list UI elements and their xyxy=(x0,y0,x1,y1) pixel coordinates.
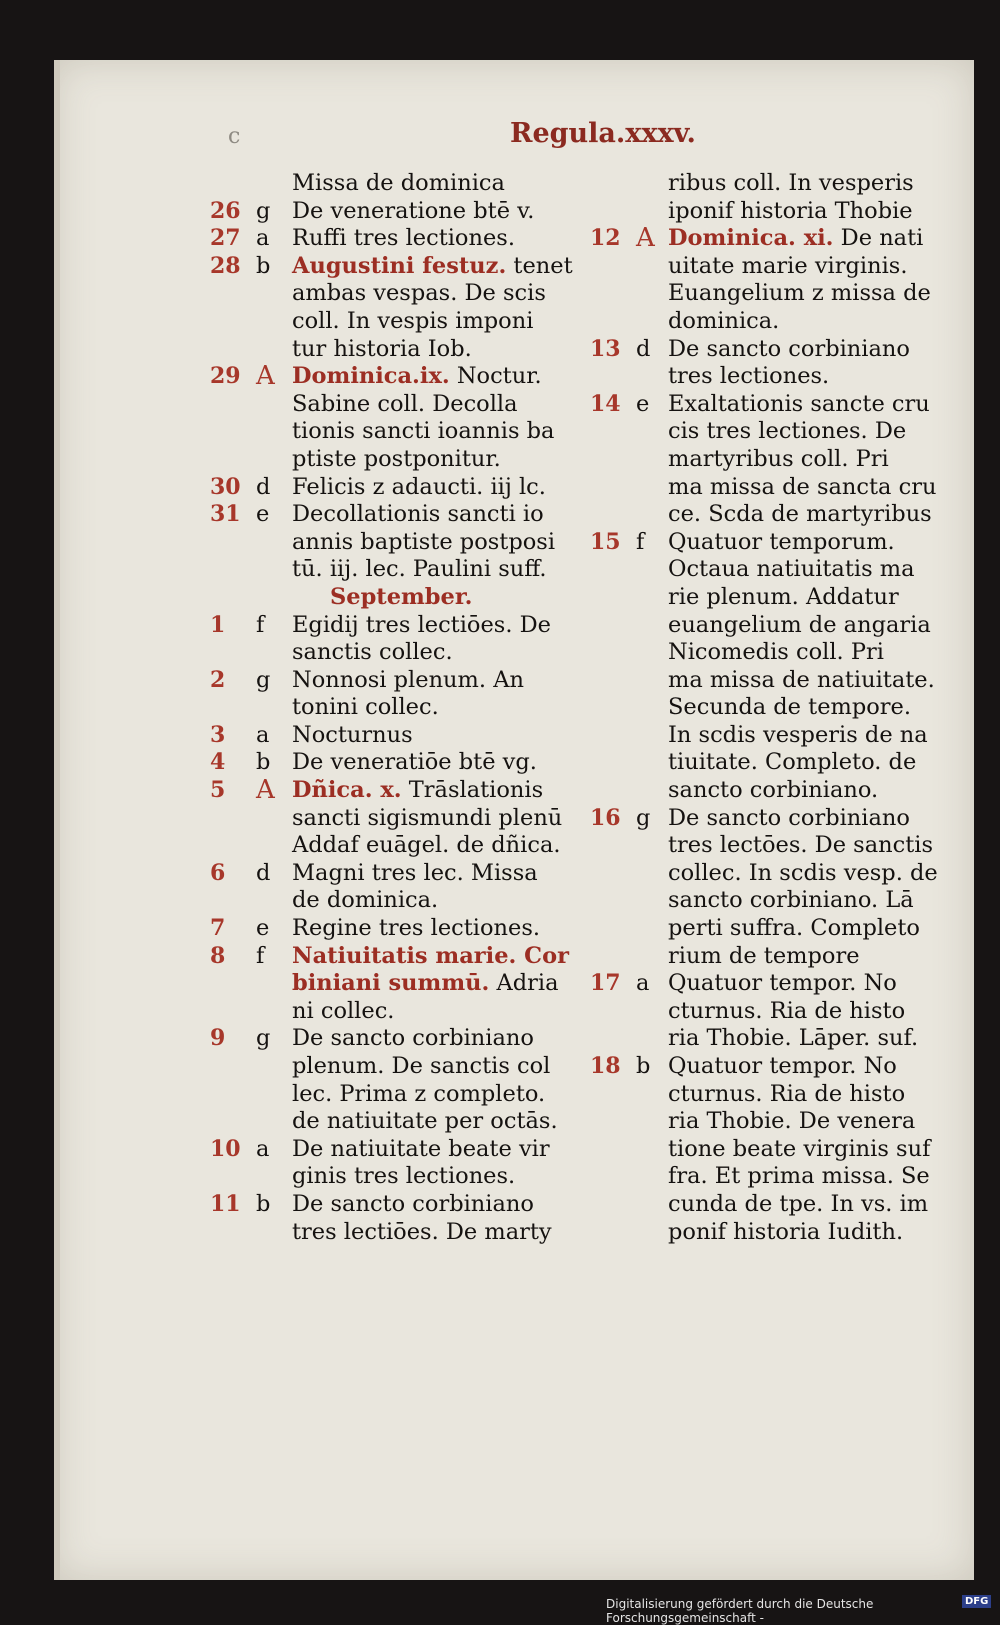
entry-text xyxy=(292,474,546,502)
calendar-line xyxy=(590,446,930,474)
calendar-line xyxy=(210,170,550,198)
rubric-text: Dñica. x. xyxy=(292,777,402,804)
page-gutter-edge xyxy=(54,60,60,1580)
day-number: 15 xyxy=(590,528,621,555)
entry-text xyxy=(668,253,907,281)
calendar-line xyxy=(590,612,930,640)
body-text: De natiuitate beate vir xyxy=(292,1135,550,1162)
calendar-line xyxy=(210,308,550,336)
entry-text xyxy=(292,446,501,474)
body-text: ma missa de natiuitate. xyxy=(668,666,935,693)
day-number: 14 xyxy=(590,390,621,417)
calendar-line xyxy=(590,805,930,833)
body-text: rium de tempore xyxy=(668,942,860,969)
dominical-letter: A xyxy=(636,223,655,254)
entry-text xyxy=(668,832,933,860)
calendar-line xyxy=(590,694,930,722)
calendar-line xyxy=(210,1163,550,1191)
body-text: dominica. xyxy=(668,307,780,334)
entry-text xyxy=(668,1191,928,1219)
entry-text xyxy=(668,1163,930,1191)
body-text: sancto corbiniano. xyxy=(668,777,879,804)
entry-text xyxy=(292,308,533,336)
body-text: cunda de tpe. In vs. im xyxy=(668,1190,929,1217)
calendar-line xyxy=(590,859,938,888)
entry-text xyxy=(668,943,860,971)
body-text: tres lectiones. xyxy=(668,363,830,390)
entry-text xyxy=(292,556,547,584)
day-number: 12 xyxy=(590,225,621,252)
day-number: 5 xyxy=(210,777,226,804)
body-text: Sabine coll. Decolla xyxy=(292,390,518,417)
entry-text xyxy=(330,584,472,612)
entry-text xyxy=(668,1053,897,1081)
body-text: Trāslationis xyxy=(401,777,544,804)
calendar-line xyxy=(590,832,934,860)
body-text: tū. iij. lec. Paulini suff. xyxy=(292,556,547,583)
calendar-line xyxy=(210,887,550,915)
body-text: Magni tres lec. Missa xyxy=(292,859,538,886)
body-text: Nicomedis coll. Pri xyxy=(668,639,884,666)
body-text: De veneratiōe btē vg. xyxy=(292,749,537,776)
calendar-line xyxy=(210,474,550,502)
day-number: 3 xyxy=(210,721,226,748)
entry-text xyxy=(292,805,562,833)
entry-text xyxy=(292,612,551,640)
body-text: martyribus coll. Pri xyxy=(668,445,889,472)
calendar-line xyxy=(590,1136,930,1164)
calendar-line xyxy=(210,556,550,584)
body-text: Noctur. xyxy=(449,363,542,390)
body-text: ginis tres lectiones. xyxy=(292,1163,516,1190)
body-text: tres lectōes. De sanctis xyxy=(668,832,934,859)
calendar-line xyxy=(590,749,930,777)
body-text: ria Thobie. Lāper. suf. xyxy=(668,1025,919,1052)
body-text: Felicis z adaucti. iij lc. xyxy=(292,473,546,500)
entry-text xyxy=(292,970,559,998)
entry-text xyxy=(668,474,936,502)
calendar-line xyxy=(590,529,930,557)
entry-text xyxy=(668,584,899,612)
rubric-text: Natiuitatis marie. Cor xyxy=(292,942,569,969)
body-text: tres lectiōes. De marty xyxy=(292,1218,552,1245)
calendar-line xyxy=(590,308,930,336)
body-text: Nocturnus xyxy=(292,721,413,748)
calendar-line xyxy=(210,198,550,226)
body-text: Nonnosi plenum. An xyxy=(292,666,524,693)
body-text: rie plenum. Addatur xyxy=(668,583,899,610)
body-text: sancti sigismundi plenū xyxy=(292,804,563,831)
entry-text xyxy=(292,915,540,943)
dominical-letter: g xyxy=(256,197,271,224)
entry-text xyxy=(292,722,413,750)
day-number: 27 xyxy=(210,225,241,252)
calendar-line xyxy=(590,336,930,364)
dominical-letter: a xyxy=(256,1135,270,1162)
entry-text xyxy=(292,749,537,777)
rubric-text: Augustini festuz. xyxy=(292,252,507,279)
day-number: 29 xyxy=(210,363,241,390)
entry-text xyxy=(668,998,905,1026)
left-column xyxy=(210,170,573,1246)
body-text: tonini collec. xyxy=(292,694,439,721)
dominical-letter: f xyxy=(256,942,265,969)
entry-text xyxy=(292,1136,550,1164)
body-text: De sancto corbiniano xyxy=(292,1025,534,1052)
calendar-line xyxy=(210,915,550,943)
calendar-line xyxy=(590,1191,930,1219)
calendar-line xyxy=(590,225,930,253)
day-number: 6 xyxy=(210,859,226,886)
entry-text xyxy=(668,749,916,777)
dominical-letter: b xyxy=(256,1190,271,1217)
dominical-letter: f xyxy=(636,528,645,555)
entry-text xyxy=(668,777,878,805)
dominical-letter: d xyxy=(256,473,271,500)
rubric-text: September. xyxy=(330,583,473,610)
day-number: 11 xyxy=(210,1190,241,1217)
entry-text xyxy=(292,943,569,971)
entry-text xyxy=(292,777,543,805)
entry-text xyxy=(292,1219,552,1247)
running-head: Regula.xxxv. xyxy=(510,118,696,149)
calendar-line xyxy=(590,1219,930,1247)
entry-text xyxy=(668,336,910,364)
calendar-line xyxy=(590,639,930,667)
calendar-line xyxy=(210,1053,550,1081)
body-text: uitate marie virginis. xyxy=(668,252,908,279)
entry-text xyxy=(668,198,913,226)
day-number: 16 xyxy=(590,804,621,831)
calendar-line xyxy=(590,363,930,391)
body-text: Quatuor tempor. No xyxy=(668,970,897,997)
day-number: 26 xyxy=(210,197,241,224)
calendar-line xyxy=(590,1163,930,1191)
right-column xyxy=(590,170,938,1246)
entry-text xyxy=(668,1136,930,1164)
body-text: De sancto corbiniano xyxy=(668,804,910,831)
dominical-letter: A xyxy=(256,361,275,392)
entry-text xyxy=(668,308,779,336)
calendar-line xyxy=(590,473,937,502)
entry-text xyxy=(668,556,915,584)
body-text: De sancto corbiniano xyxy=(668,335,910,362)
entry-text xyxy=(668,970,897,998)
entry-text xyxy=(292,198,534,226)
body-text: De veneratione btē v. xyxy=(292,197,535,224)
body-text: tiuitate. Completo. de xyxy=(668,749,917,776)
calendar-line xyxy=(210,970,559,998)
calendar-line xyxy=(210,804,563,833)
entry-text xyxy=(668,1219,903,1247)
entry-text xyxy=(292,391,518,419)
rubric-text: Dominica.ix. xyxy=(292,363,450,390)
rubric-text: biniani summū. xyxy=(292,970,490,997)
body-text: iponif historia Thobie xyxy=(668,197,913,224)
day-number: 7 xyxy=(210,915,226,942)
calendar-line xyxy=(210,336,550,364)
entry-text xyxy=(292,529,555,557)
day-number: 8 xyxy=(210,942,226,969)
body-text: Egidij tres lectiōes. De xyxy=(292,611,551,638)
entry-text xyxy=(668,639,884,667)
entry-text xyxy=(668,170,914,198)
entry-text xyxy=(668,887,914,915)
calendar-line xyxy=(590,998,930,1026)
body-text: ni collec. xyxy=(292,997,395,1024)
calendar-line xyxy=(210,860,550,888)
dominical-letter: e xyxy=(256,915,270,942)
body-text: ria Thobie. De venera xyxy=(668,1108,916,1135)
body-text: cturnus. Ria de histo xyxy=(668,1080,906,1107)
dominical-letter: g xyxy=(636,804,651,831)
dominical-letter: g xyxy=(256,1025,271,1052)
dominical-letter: d xyxy=(636,335,651,362)
calendar-line xyxy=(590,1108,930,1136)
calendar-line xyxy=(210,832,561,860)
dominical-letter: g xyxy=(256,666,271,693)
dominical-letter: b xyxy=(636,1053,651,1079)
entry-text xyxy=(292,1163,515,1191)
dominical-letter: e xyxy=(636,390,650,417)
body-text: Regine tres lectiones. xyxy=(292,915,541,942)
entry-text xyxy=(292,832,561,860)
calendar-line xyxy=(210,694,550,722)
body-text: ptiste postponitur. xyxy=(292,445,501,472)
body-text: Adria xyxy=(489,970,559,997)
body-text: cis tres lectiones. De xyxy=(668,418,907,445)
entry-text xyxy=(668,280,931,308)
dominical-letter: A xyxy=(256,775,275,806)
body-text: lec. Prima z completo. xyxy=(292,1080,546,1107)
entry-text xyxy=(668,225,923,253)
body-text: tenet xyxy=(506,252,573,279)
body-text: ambas vespas. De scis xyxy=(292,280,546,307)
entry-text xyxy=(292,1025,534,1053)
body-text: De sancto corbiniano xyxy=(292,1190,534,1217)
entry-text xyxy=(292,887,438,915)
calendar-line xyxy=(210,446,550,474)
calendar-line xyxy=(590,887,930,915)
calendar-line xyxy=(590,253,930,281)
calendar-line xyxy=(210,667,550,695)
body-text: collec. In scdis vesp. de xyxy=(668,859,938,886)
entry-text xyxy=(292,225,515,253)
body-text: In scdis vesperis de na xyxy=(668,721,928,748)
calendar-line xyxy=(210,252,573,281)
entry-text xyxy=(292,363,542,391)
entry-text xyxy=(292,667,524,695)
calendar-line xyxy=(590,280,930,308)
entry-text xyxy=(292,501,544,529)
entry-text xyxy=(668,418,906,446)
entry-text xyxy=(292,280,546,308)
calendar-line xyxy=(210,391,550,419)
body-text: Euangelium z missa de xyxy=(668,280,931,307)
body-text: annis baptiste postposi xyxy=(292,528,556,555)
body-text: tionis sancti ioannis ba xyxy=(292,418,555,445)
body-text: Missa de dominica xyxy=(292,170,505,196)
entry-text xyxy=(292,694,439,722)
calendar-line xyxy=(210,225,550,253)
entry-text xyxy=(668,667,935,695)
calendar-line xyxy=(210,418,555,446)
entry-text xyxy=(292,170,505,198)
entry-text xyxy=(668,1108,915,1136)
calendar-line xyxy=(210,749,550,777)
entry-text xyxy=(668,915,920,943)
calendar-line xyxy=(590,915,930,943)
calendar-line xyxy=(210,280,550,308)
body-text: fra. Et prima missa. Se xyxy=(668,1163,930,1190)
entry-text xyxy=(292,1191,534,1219)
calendar-line xyxy=(210,1081,550,1109)
calendar-line xyxy=(590,1053,930,1081)
rubric-text: Dominica. xi. xyxy=(668,225,834,252)
body-text: euangelium de angaria xyxy=(668,611,931,638)
body-text: Decollationis sancti io xyxy=(292,501,544,528)
entry-text xyxy=(668,694,911,722)
calendar-line xyxy=(210,1219,550,1247)
body-text: Secunda de tempore. xyxy=(668,694,912,721)
calendar-line xyxy=(210,1108,558,1136)
entry-text xyxy=(668,1081,905,1109)
dominical-letter: e xyxy=(256,501,270,528)
calendar-line xyxy=(590,418,930,446)
body-text: sancto corbiniano. Lā xyxy=(668,887,914,914)
calendar-line xyxy=(590,1081,930,1109)
body-text: Octaua natiuitatis ma xyxy=(668,556,915,583)
dominical-letter: d xyxy=(256,859,271,886)
funding-credit: Digitalisierung gefördert durch die Deutsche Forschungsgemeinschaft - xyxy=(606,1597,874,1625)
body-text: ponif historia Iudith. xyxy=(668,1218,904,1245)
calendar-line xyxy=(210,584,550,612)
body-text: de natiuitate per octās. xyxy=(292,1108,558,1135)
body-text: perti suffra. Completo xyxy=(668,915,920,942)
entry-text xyxy=(668,391,930,419)
entry-text xyxy=(292,1053,550,1081)
calendar-line xyxy=(590,170,930,198)
calendar-line xyxy=(590,970,930,998)
day-number: 13 xyxy=(590,335,621,362)
calendar-line xyxy=(590,584,930,612)
dominical-letter: a xyxy=(256,721,270,748)
day-number: 17 xyxy=(590,970,621,997)
entry-text xyxy=(292,998,394,1026)
entry-text xyxy=(668,722,928,750)
dfg-logo: DFG xyxy=(962,1595,991,1608)
calendar-line xyxy=(210,998,550,1026)
calendar-line xyxy=(590,501,930,529)
body-text: sanctis collec. xyxy=(292,639,453,666)
calendar-line xyxy=(210,528,556,557)
body-text: plenum. De sanctis col xyxy=(292,1053,551,1079)
body-text: Quatuor temporum. xyxy=(668,528,895,555)
calendar-line xyxy=(210,363,550,391)
entry-text xyxy=(668,860,938,888)
dominical-letter: a xyxy=(636,970,650,997)
dominical-letter: a xyxy=(256,225,270,252)
body-text: tur historia Iob. xyxy=(292,335,472,362)
calendar-line xyxy=(210,1025,550,1053)
calendar-line xyxy=(590,391,930,419)
entry-text xyxy=(668,805,910,833)
entry-text xyxy=(668,446,889,474)
calendar-line xyxy=(590,943,930,971)
calendar-line xyxy=(590,556,930,584)
entry-text xyxy=(292,639,453,667)
entry-text xyxy=(292,860,538,888)
body-text: de dominica. xyxy=(292,887,439,914)
body-text: Exaltationis sancte cru xyxy=(668,390,930,417)
dominical-letter: b xyxy=(256,749,271,776)
calendar-line xyxy=(210,612,550,640)
dominical-letter: f xyxy=(256,611,265,638)
calendar-line xyxy=(590,198,930,226)
body-text: Addaf euāgel. de dñica. xyxy=(292,832,561,859)
body-text: Ruffi tres lectiones. xyxy=(292,225,515,252)
body-text: Quatuor tempor. No xyxy=(668,1053,897,1079)
entry-text xyxy=(668,363,829,391)
day-number: 10 xyxy=(210,1135,241,1162)
calendar-line xyxy=(210,942,569,971)
entry-text xyxy=(292,1081,545,1109)
day-number: 9 xyxy=(210,1025,226,1052)
calendar-line xyxy=(590,777,930,805)
entry-text xyxy=(292,418,554,446)
calendar-line xyxy=(590,1025,930,1053)
body-text: ce. Scda de martyribus xyxy=(668,501,932,528)
calendar-line xyxy=(210,777,550,805)
calendar-line xyxy=(210,501,550,529)
calendar-line xyxy=(590,722,930,750)
day-number: 1 xyxy=(210,611,226,638)
entry-text xyxy=(668,612,931,640)
body-text: coll. In vespis imponi xyxy=(292,307,534,334)
calendar-line xyxy=(590,666,935,695)
day-number: 30 xyxy=(210,473,241,500)
day-number: 18 xyxy=(590,1053,621,1079)
day-number: 31 xyxy=(210,501,241,528)
body-text: ma missa de sancta cru xyxy=(668,473,937,500)
calendar-line xyxy=(210,722,550,750)
body-text: ribus coll. In vesperis xyxy=(668,170,914,196)
corner-mark: c xyxy=(228,124,241,149)
day-number: 28 xyxy=(210,252,241,279)
entry-text xyxy=(668,529,895,557)
calendar-line xyxy=(210,1136,550,1164)
day-number: 4 xyxy=(210,749,226,776)
entry-text xyxy=(292,336,472,364)
calendar-line xyxy=(210,639,550,667)
entry-text xyxy=(292,1108,558,1136)
entry-text xyxy=(668,1025,918,1053)
calendar-line xyxy=(210,1191,550,1219)
dominical-letter: b xyxy=(256,252,271,279)
body-text: De nati xyxy=(833,225,924,252)
body-text: tione beate virginis suf xyxy=(668,1135,931,1162)
entry-text xyxy=(668,501,932,529)
body-text: cturnus. Ria de histo xyxy=(668,997,906,1024)
entry-text xyxy=(292,253,573,281)
day-number: 2 xyxy=(210,666,226,693)
